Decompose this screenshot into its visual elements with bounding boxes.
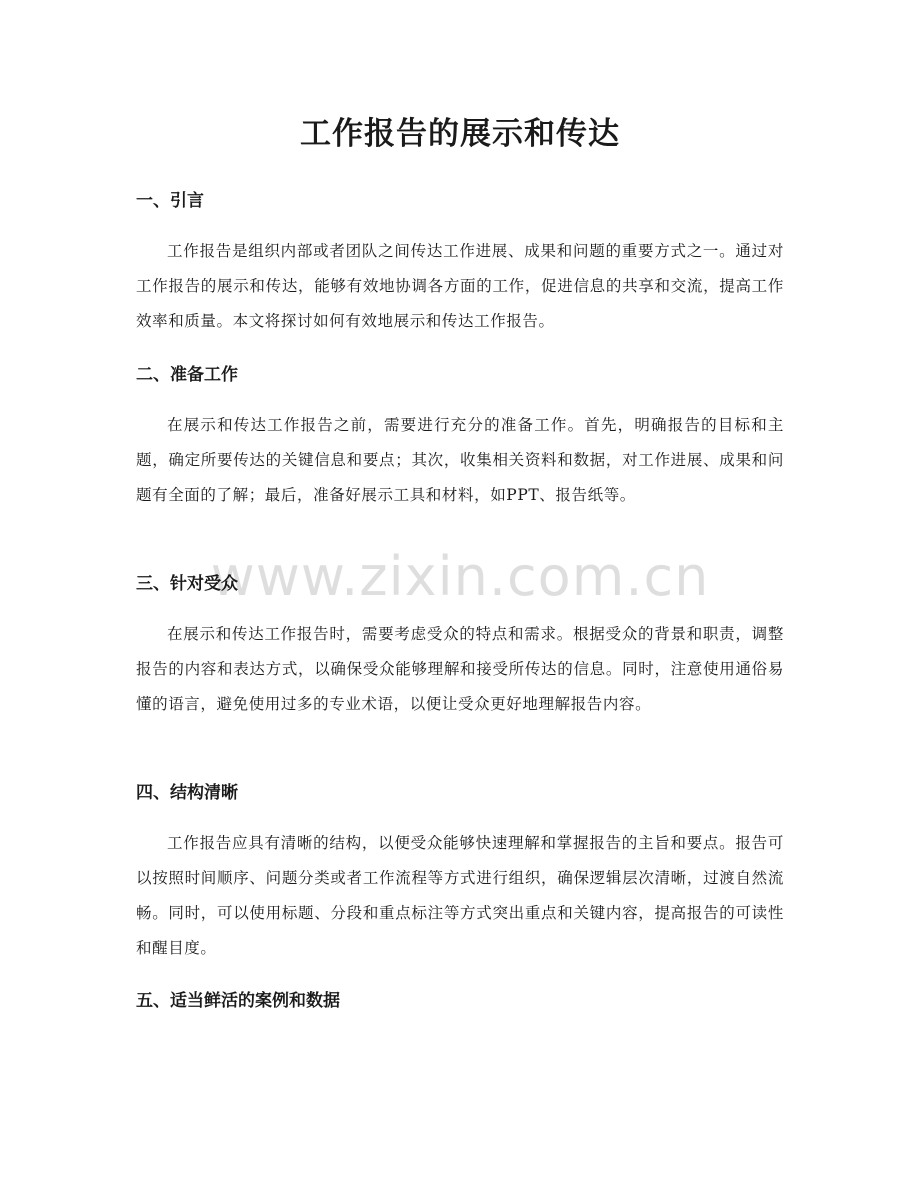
section-paragraph: 在展示和传达工作报告时，需要考虑受众的特点和需求。根据受众的背景和职责，调整报告的内容和表达方式，以确保受众能够理解和接受所传达的信息。同时，注意使用通俗易懂的语言，避免使用过多的专业术语，以便让受众更好地理解报告内容。: [136, 625, 784, 713]
section-paragraph: 工作报告应具有清晰的结构，以便受众能够快速理解和掌握报告的主旨和要点。报告可以按照时间顺序、问题分类或者工作流程等方式进行组织，确保逻辑层次清晰，过渡自然流畅。同时，可以使用标题、分段和重点标注等方式突出重点和关键内容，提高报告的可读性和醒目度。: [136, 834, 784, 957]
document-title: 工作报告的展示和传达: [300, 116, 620, 152]
section-preparation: [136, 363, 784, 513]
watermark: www.zixin.com.cn: [210, 545, 710, 608]
section-cases-and-data: [136, 989, 784, 1013]
section-paragraph: 在展示和传达工作报告之前，需要进行充分的准备工作。首先，明确报告的目标和主题，确定所要传达的关键信息和要点；其次，收集相关资料和数据，对工作进展、成果和问题有全面的了解；最后，准备好展示工具和材料，如PPT、报告纸等。: [136, 416, 784, 504]
section-audience: [136, 572, 784, 722]
section-heading: 二、准备工作: [136, 365, 238, 385]
section-heading: 三、针对受众: [136, 574, 238, 594]
section-paragraph: 工作报告是组织内部或者团队之间传达工作进展、成果和问题的重要方式之一。通过对工作报告的展示和传达，能够有效地协调各方面的工作，促进信息的共享和交流，提高工作效率和质量。本文将探讨如何有效地展示和传达工作报告。: [136, 242, 784, 330]
section-heading: 一、引言: [136, 191, 204, 211]
section-heading: 四、结构清晰: [136, 783, 238, 803]
section-heading: 五、适当鲜活的案例和数据: [136, 991, 340, 1011]
section-structure: [136, 781, 784, 966]
section-introduction: [136, 189, 784, 339]
